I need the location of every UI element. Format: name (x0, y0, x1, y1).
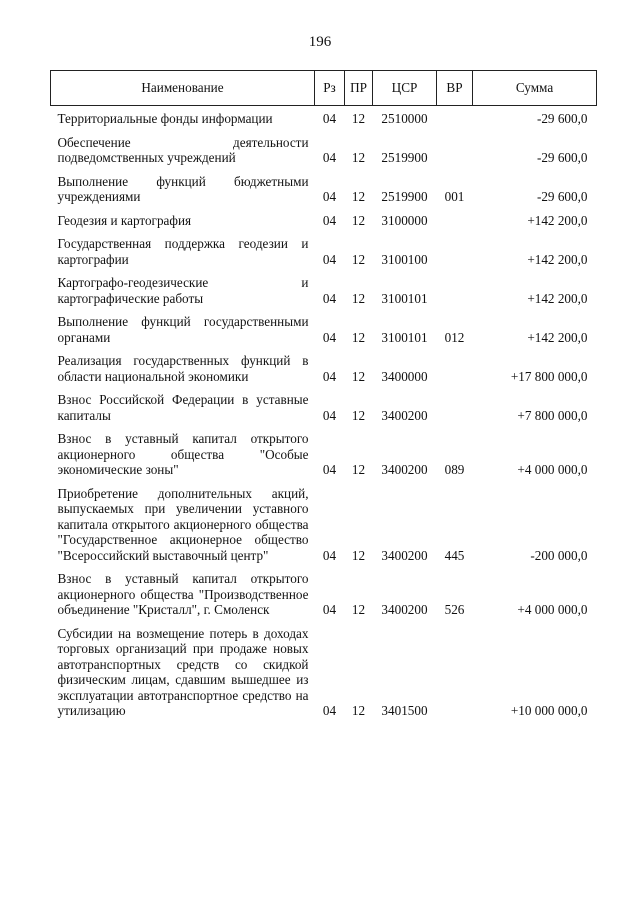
row-name: Взнос в уставный капитал открытого акционерного общества "Производственное объединение "Кристалл", г. Смоленск (57, 571, 309, 617)
table-row (51, 228, 597, 267)
row-name: Взнос в уставный капитал открытого акционерного общества "Особые экономические зоны" (57, 431, 309, 477)
table-row (51, 345, 597, 384)
table-row (51, 423, 597, 478)
table-row (51, 478, 597, 564)
row-pr: 12 (351, 150, 366, 165)
table-row (51, 384, 597, 423)
row-pr: 12 (351, 111, 366, 126)
row-vr (437, 267, 473, 306)
row-rz: 04 (322, 111, 337, 126)
row-pr: 12 (351, 602, 366, 617)
header-row (51, 71, 597, 106)
row-pr: 12 (351, 547, 366, 563)
row-csr: 3100101 (381, 329, 428, 345)
table-row (51, 166, 597, 205)
row-vr: 445 (444, 547, 465, 563)
header-rz: Рз (315, 71, 345, 106)
header-pr: ПР (345, 71, 373, 106)
row-rz: 04 (322, 407, 337, 423)
row-rz: 04 (322, 368, 337, 384)
row-name: Приобретение дополнительных акций, выпускаемых при увеличении уставного капитала открытого акционерного общества "Государственное акционерное общество "Всероссийский выставочный центр" (57, 485, 309, 563)
row-csr: 3400200 (381, 602, 428, 617)
row-vr: 526 (444, 602, 465, 617)
row-csr: 3100101 (381, 290, 428, 306)
row-rz: 04 (322, 290, 337, 306)
row-sum: +17 800 000,0 (510, 368, 588, 384)
row-csr: 3100100 (381, 251, 428, 267)
header-vr: ВР (437, 71, 473, 106)
header-sum: Сумма (473, 71, 597, 106)
row-vr: 012 (444, 329, 465, 345)
row-rz: 04 (322, 602, 337, 617)
row-csr: 3400200 (381, 547, 428, 563)
row-rz: 04 (322, 703, 337, 718)
header-name: Наименование (51, 71, 315, 106)
row-csr: 3401500 (381, 703, 428, 718)
row-vr (437, 345, 473, 384)
row-pr: 12 (351, 189, 366, 204)
row-csr: 3400200 (381, 462, 428, 477)
row-vr (437, 106, 473, 127)
row-pr: 12 (351, 462, 366, 477)
table-row (51, 563, 597, 618)
table-row (51, 106, 597, 127)
row-rz: 04 (322, 189, 337, 204)
row-name: Картографо-геодезические и картографические работы (57, 275, 309, 306)
row-csr: 3400200 (381, 407, 428, 423)
row-vr (437, 384, 473, 423)
row-pr: 12 (351, 368, 366, 384)
table-row (51, 127, 597, 166)
row-sum: +7 800 000,0 (517, 407, 588, 423)
row-name: Выполнение функций бюджетными учреждениями (57, 173, 309, 204)
row-pr: 12 (351, 407, 366, 423)
row-name: Выполнение функций государственными органами (57, 314, 309, 345)
row-name: Взнос Российской Федерации в уставные капиталы (57, 392, 309, 423)
row-sum: +10 000 000,0 (510, 703, 588, 718)
row-rz: 04 (322, 150, 337, 165)
row-name: Геодезия и картография (57, 212, 192, 228)
row-rz: 04 (322, 212, 337, 228)
row-csr: 3100000 (381, 212, 428, 228)
row-sum: -29 600,0 (536, 111, 588, 126)
row-pr: 12 (351, 329, 366, 345)
row-rz: 04 (322, 462, 337, 477)
row-vr (437, 228, 473, 267)
row-sum: +142 200,0 (527, 290, 588, 306)
table-row (51, 267, 597, 306)
row-name: Обеспечение деятельности подведомственных учреждений (57, 134, 309, 165)
row-pr: 12 (351, 703, 366, 718)
row-sum: +142 200,0 (527, 212, 588, 228)
row-csr: 2510000 (381, 111, 428, 126)
row-sum: +142 200,0 (527, 251, 588, 267)
page-number: 196 (308, 34, 332, 50)
row-pr: 12 (351, 212, 366, 228)
table-header (51, 71, 597, 106)
header-csr: ЦСР (373, 71, 437, 106)
table-row (51, 306, 597, 345)
row-vr (437, 127, 473, 166)
row-sum: -29 600,0 (536, 150, 588, 165)
row-sum: -200 000,0 (530, 547, 588, 563)
row-vr (437, 618, 473, 719)
row-vr (437, 205, 473, 229)
row-sum: +142 200,0 (527, 329, 588, 345)
row-pr: 12 (351, 251, 366, 267)
row-sum: +4 000 000,0 (517, 602, 588, 617)
row-rz: 04 (322, 251, 337, 267)
row-pr: 12 (351, 290, 366, 306)
row-csr: 2519900 (381, 150, 428, 165)
row-name: Реализация государственных функций в области национальной экономики (57, 353, 309, 384)
row-sum: -29 600,0 (536, 189, 588, 204)
row-vr: 089 (444, 462, 465, 477)
table-row (51, 618, 597, 719)
table-row (51, 205, 597, 229)
row-csr: 3400000 (381, 368, 428, 384)
row-name: Субсидии на возмещение потерь в доходах торговых организаций при продаже новых автотранспортных средств со скидкой физическим лицам, сдавшим вышедшее из эксплуатации автотранспортное средство на утилизацию (57, 625, 309, 718)
row-csr: 2519900 (381, 189, 428, 204)
row-name: Территориальные фонды информации (57, 111, 273, 126)
table-body (51, 106, 597, 719)
budget-table (50, 70, 597, 719)
row-sum: +4 000 000,0 (517, 462, 588, 477)
row-vr: 001 (444, 189, 465, 204)
row-name: Государственная поддержка геодезии и картографии (57, 236, 309, 267)
row-rz: 04 (322, 547, 337, 563)
row-rz: 04 (322, 329, 337, 345)
